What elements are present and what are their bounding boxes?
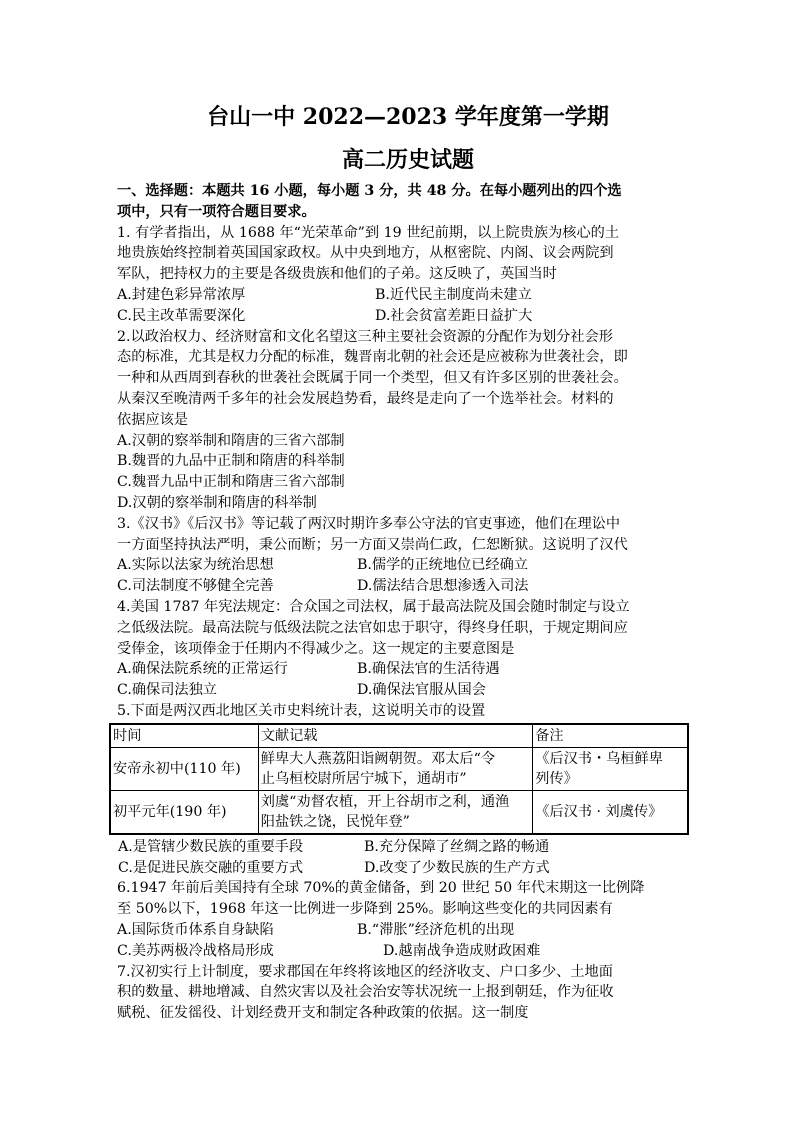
option-row (117, 680, 687, 701)
option: A.确保法院系统的正常运行 (117, 661, 288, 678)
question-text: 一种和从西周到春秋的世袭社会既属于同一个类型，但又有许多区别的世袭社会。 (117, 370, 628, 387)
question-text: 之低级法院。最高法院与低级法院之法官如忠于职守，得终身任职，于规定期间应 (117, 619, 628, 636)
question-text: 赋税、征发徭役、计划经费开支和制定各种政策的依据。这一制度 (117, 1005, 529, 1022)
question-text: 2.以政治权力、经济财富和文化名望这三种主要社会资源的分配作为划分社会形 (117, 328, 613, 345)
option-row (117, 858, 687, 879)
option: A.实际以法家为统治思想 (117, 557, 274, 574)
exam-body (113, 181, 687, 1024)
question-text: 7.汉初实行上计制度，要求郡国在年终将该地区的经济收支、户口多少、土地面 (117, 963, 613, 980)
option-row (117, 576, 687, 597)
table-header-row (110, 724, 688, 748)
question-text: 地贵族始终控制着英国国家政权。从中央到地方，从枢密院、内阁、议会两院到 (117, 245, 614, 262)
option: D.社会贫富差距日益扩大 (375, 307, 533, 324)
option: C.司法制度不够健全完善 (117, 578, 274, 595)
section-header: 项中，只有一项符合题目要求。 (117, 203, 316, 220)
data-table (109, 723, 689, 835)
table-cell-doc (258, 747, 532, 790)
question-text: 4.美国 1787 年宪法规定：合众国之司法权，属于最高法院及国会随时制定与设立 (117, 598, 630, 615)
question-text: 一方面坚持执法严明，秉公而断；另一方面又崇尚仁政，仁恕断狱。这说明了汉代 (117, 536, 628, 553)
table-cell-time: 安帝永初中(110 年) (110, 747, 258, 790)
option: B.确保法官的生活待遇 (357, 661, 500, 678)
option: D.改变了少数民族的生产方式 (364, 859, 550, 876)
option: A.汉朝的察举制和隋唐的三省六部制 (117, 432, 345, 449)
exam-title: 台山一中 2022—2023 学年度第一学期 (207, 104, 609, 130)
table-header: 时间 (110, 724, 258, 748)
option: B.魏晋的九品中正制和隋唐的科举制 (117, 453, 345, 470)
option: A.国际货币体系自身缺陷 (117, 921, 274, 938)
option: C.美苏两极冷战格局形成 (117, 942, 274, 959)
option-row (117, 285, 687, 306)
option: D.越南战争造成财政困难 (383, 942, 541, 959)
question-text: 1. 有学者指出，从 1688 年“光荣革命”到 19 世纪前期，以上院贵族为核心的土 (117, 224, 620, 241)
table-cell-line: 鲜卑大人燕荔阳诣阙朝贺。邓太后“令 (260, 750, 496, 767)
exam-subtitle: 高二历史试题 (341, 147, 474, 173)
option-row (117, 659, 687, 680)
option: C.确保司法独立 (117, 682, 217, 699)
option-row (117, 920, 687, 941)
table-cell-doc (258, 790, 532, 834)
question-text: 6.1947 年前后美国持有全球 70%的黄金储备，到 20 世纪 50 年代末期这一比例降 (117, 880, 645, 897)
table-cell-time: 初平元年(190 年) (110, 790, 258, 834)
option: C.是促进民族交融的重要方式 (118, 859, 304, 876)
option: D.汉朝的察举制和隋唐的科举制 (117, 494, 317, 511)
option-row (117, 306, 687, 327)
option: B.近代民主制度尚未建立 (375, 286, 532, 303)
question-text: 从秦汉至晚清两千多年的社会发展趋势看，最终是走向了一个选举社会。材料的 (117, 390, 614, 407)
question-text: 5.下面是两汉西北地区关市史料统计表，这说明关市的设置 (117, 702, 486, 719)
table-header: 文献记载 (258, 724, 532, 748)
section-header: 一、选择题：本题共 16 小题，每小题 3 分，共 48 分。在每小题列出的四个选 (117, 183, 622, 199)
option: B.充分保障了丝绸之路的畅通 (364, 838, 550, 855)
option: C.魏晋九品中正制和隋唐三省六部制 (117, 474, 345, 491)
table-cell-line: 止乌桓校尉所居宁城下，通胡市” (260, 770, 467, 787)
table-cell-line: 列传》 (535, 770, 578, 787)
question-text: 至 50%以下，1968 年这一比例进一步降到 25%。影响这些变化的共同因素有 (117, 901, 613, 918)
question-text: 3.《汉书》《后汉书》等记载了两汉时期许多奉公守法的官吏事迹，他们在理讼中 (117, 515, 621, 532)
question-text: 积的数量、耕地增减、自然灾害以及社会治安等状况统一上报到朝廷，作为征收 (117, 984, 614, 1001)
option-row (117, 555, 687, 576)
option: D.确保法官服从国会 (357, 682, 486, 699)
question-text: 依据应该是 (117, 411, 188, 428)
table-row (110, 790, 688, 834)
option: A.封建色彩异常浓厚 (117, 286, 246, 303)
table-cell-note: 《后汉书 · 刘虞传》 (533, 790, 688, 834)
question-text: 军队，把持权力的主要是各级贵族和他们的子弟。这反映了，英国当时 (117, 266, 557, 283)
table-row (110, 747, 688, 790)
table-cell-line: 《后汉书・乌桓鲜卑 (535, 750, 663, 767)
option-row (117, 941, 687, 962)
table-cell-note (533, 747, 688, 790)
option: B.儒学的正统地位已经确立 (357, 557, 528, 574)
question-text: 态的标准，尤其是权力分配的标准，魏晋南北朝的社会还是应被称为世袭社会，即 (117, 349, 628, 366)
question-text: 受俸金，该项俸金于任期内不得减少之。这一规定的主要意图是 (117, 640, 515, 657)
option: A.是管辖少数民族的重要手段 (118, 838, 304, 855)
table-cell-line: 阳盐铁之饶，民悦年登” (260, 813, 410, 830)
option-row (117, 837, 687, 858)
option: B.“滞胀”经济危机的出现 (357, 921, 515, 938)
option: C.民主改革需要深化 (117, 307, 246, 324)
table-cell-line: 刘虞“劝督农植，开上谷胡市之利，通渔 (260, 793, 510, 810)
option: D.儒法结合思想渗透入司法 (357, 578, 529, 595)
table-header: 备注 (533, 724, 688, 748)
